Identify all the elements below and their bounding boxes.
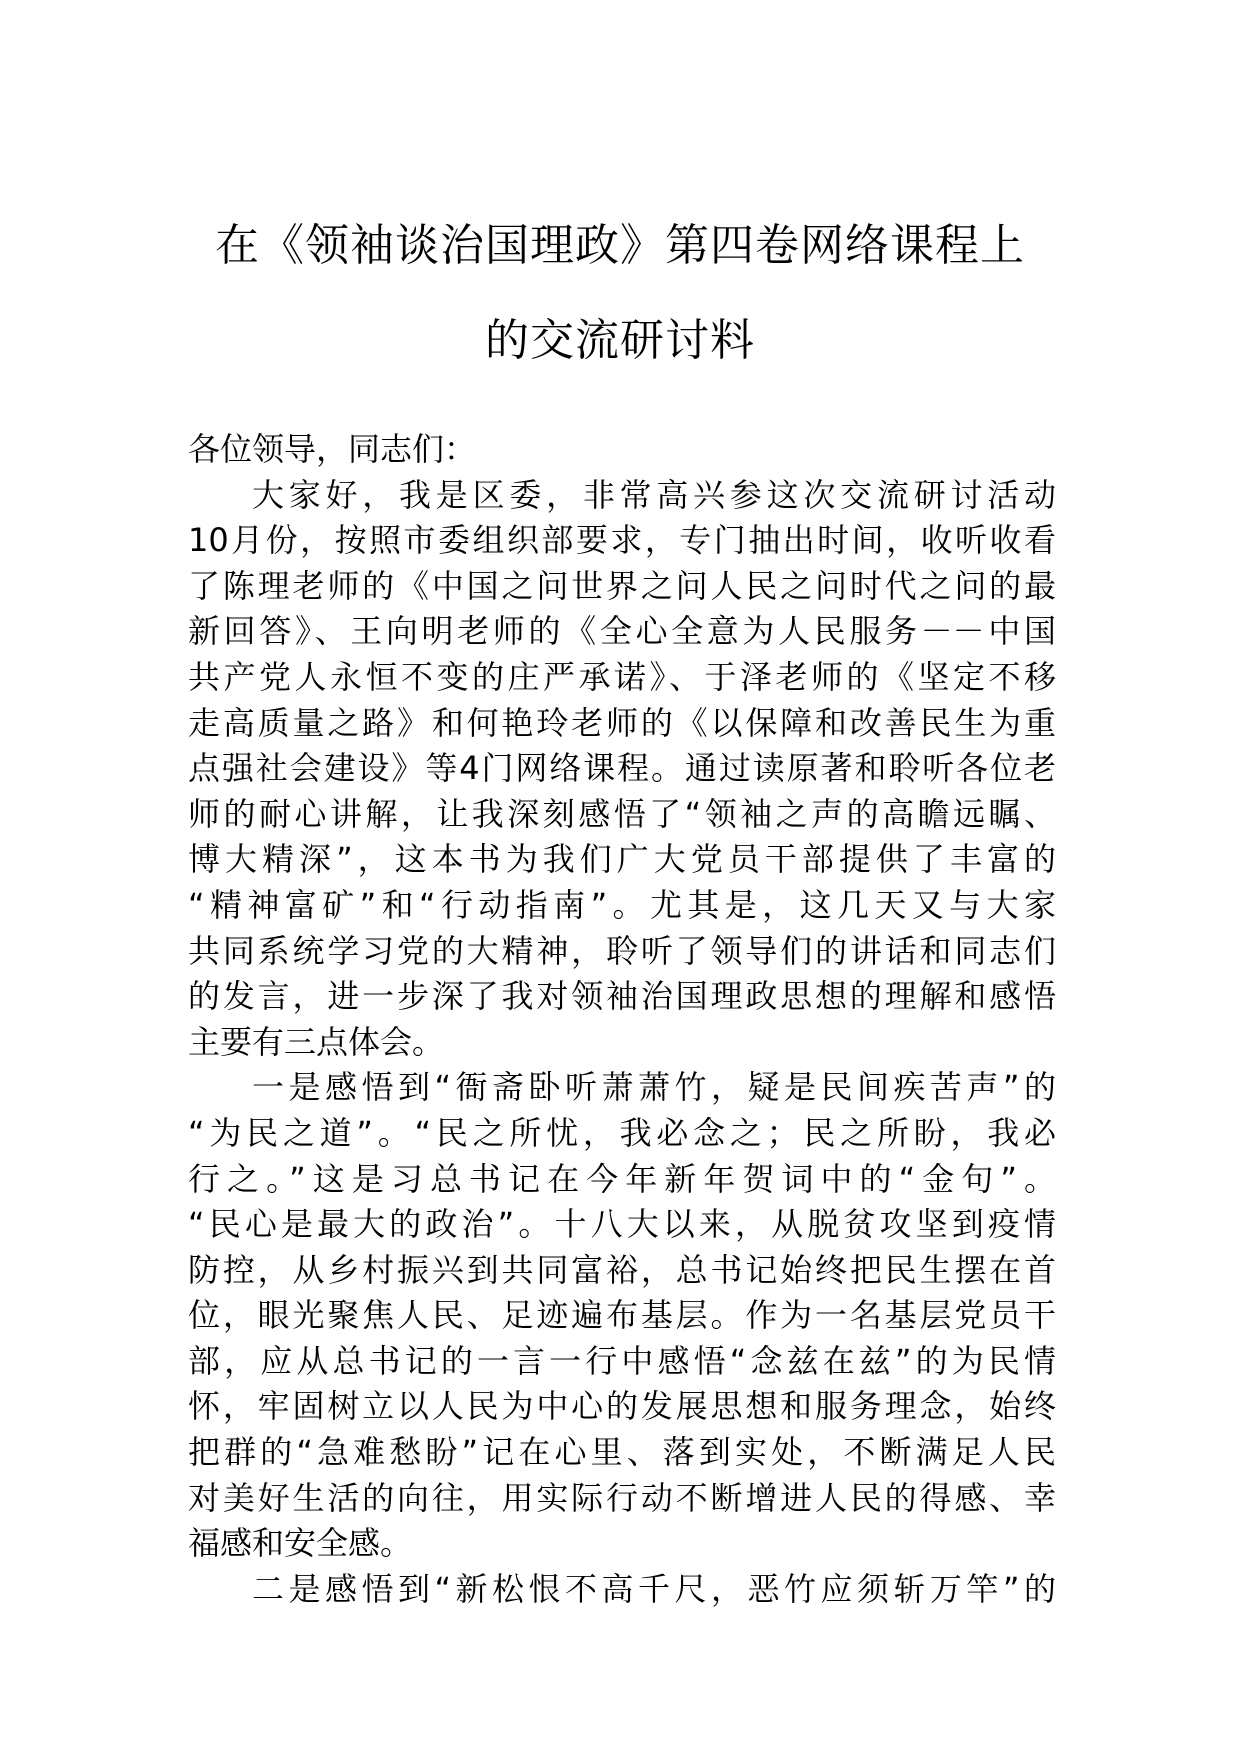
body-line: 的发言，进一步深了我对领袖治国理政思想的理解和感悟 xyxy=(188,977,1056,1016)
body-line: 了陈理老师的《中国之问世界之问人民之问时代之问的最 xyxy=(188,566,1056,605)
body-line: “为民之道”。“民之所忧，我必念之；民之所盼，我必 xyxy=(188,1113,1056,1152)
body-line: 二是感悟到“新松恨不高千尺，恶竹应须斩万竿”的 xyxy=(252,1569,1056,1608)
body-line: 一是感悟到“衙斋卧听萧萧竹，疑是民间疾苦声”的 xyxy=(252,1068,1056,1107)
body-line: 位，眼光聚焦人民、足迹遍布基层。作为一名基层党员干 xyxy=(188,1296,1056,1335)
body-line: 行之。”这是习总书记在今年新年贺词中的“金句”。 xyxy=(188,1159,1056,1198)
body-line: 新回答》、王向明老师的《全心全意为人民服务－－中国 xyxy=(188,612,1056,651)
body-line: 点强社会建设》等4门网络课程。通过读原著和聆听各位老 xyxy=(188,749,1056,788)
body-line: “民心是最大的政治”。十八大以来，从脱贫攻坚到疫情 xyxy=(188,1205,1056,1244)
document-title-line-1: 在《领袖谈治国理政》第四卷网络课程上 xyxy=(215,220,1025,271)
body-line: 把群的“急难愁盼”记在心里、落到实处，不断满足人民 xyxy=(188,1433,1056,1472)
body-line: 福感和安全感。 xyxy=(188,1524,413,1563)
body-line: 部，应从总书记的一言一行中感悟“念兹在兹”的为民情 xyxy=(188,1341,1056,1380)
body-line: 大家好，我是区委，非常高兴参这次交流研讨活动 xyxy=(252,475,1056,514)
body-line: 防控，从乡村振兴到共同富裕，总书记始终把民生摆在首 xyxy=(188,1250,1056,1289)
body-line: 各位领导，同志们： xyxy=(188,430,477,468)
body-line: 10月份，按照市委组织部要求，专门抽出时间，收听收看 xyxy=(188,521,1056,560)
document-body xyxy=(188,427,1056,1612)
body-line: 对美好生活的向往，用实际行动不断增进人民的得感、幸 xyxy=(188,1478,1056,1517)
body-line: “精神富矿”和“行动指南”。尤其是，这几天又与大家 xyxy=(188,885,1056,924)
body-line: 师的耐心讲解，让我深刻感悟了“领袖之声的高瞻远瞩、 xyxy=(188,794,1056,833)
body-line: 博大精深”，这本书为我们广大党员干部提供了丰富的 xyxy=(188,840,1056,879)
body-line: 主要有三点体会。 xyxy=(188,1022,445,1061)
body-line: 走高质量之路》和何艳玲老师的《以保障和改善民生为重 xyxy=(188,703,1056,742)
body-line: 共同系统学习党的大精神，聆听了领导们的讲话和同志们 xyxy=(188,931,1056,970)
body-line: 共产党人永恒不变的庄严承诺》、于泽老师的《坚定不移 xyxy=(188,657,1056,696)
document-title-line-2: 的交流研讨料 xyxy=(485,315,755,366)
body-line: 怀，牢固树立以人民为中心的发展思想和服务理念，始终 xyxy=(188,1387,1056,1426)
